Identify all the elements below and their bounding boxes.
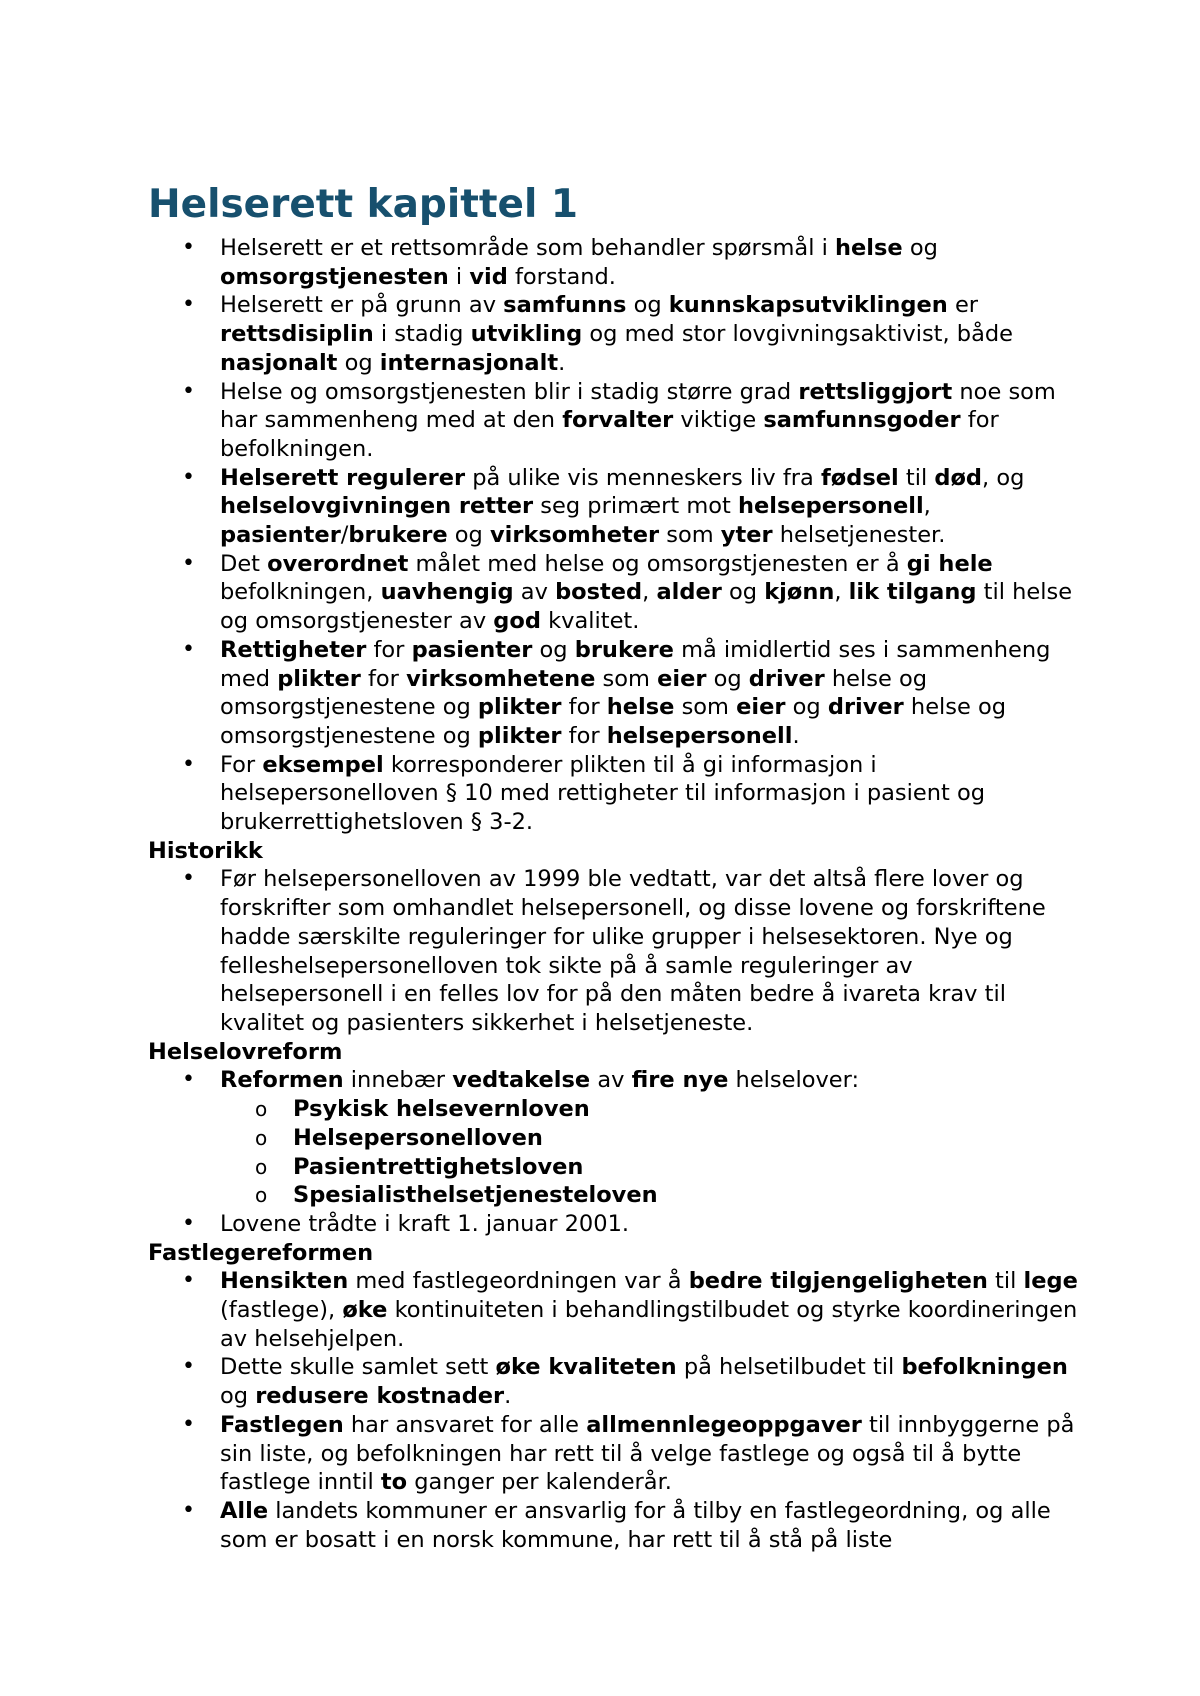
text-run: Lovene trådte i kraft 1. januar 2001. <box>220 1210 630 1237</box>
text-run: ganger per kalenderår. <box>407 1469 672 1496</box>
bold-text: Psykisk helsevernloven <box>293 1096 590 1123</box>
sub-list-item <box>148 1153 1078 1182</box>
text-run: og med stor lovgivningsaktivist, både <box>582 321 1021 348</box>
document-body <box>148 234 1085 1554</box>
text-run: Helserett er på grunn av <box>220 292 504 319</box>
bold-text: Pasientrettighetsloven <box>293 1153 584 1180</box>
sub-list-item <box>148 1095 1078 1124</box>
bullet-list <box>148 234 1078 837</box>
bold-text: lik tilgang <box>848 579 977 606</box>
text-run: og <box>706 665 749 692</box>
bold-text: utvikling <box>470 321 583 348</box>
text-run: Helse og omsorgstjenesten blir i stadig større grad <box>220 378 799 405</box>
bold-text: uavhengig <box>380 579 514 606</box>
text-run: og <box>902 235 946 261</box>
text-run: til helse og omsorgstjenester av <box>220 579 1080 635</box>
sub-list-item <box>148 1181 1078 1210</box>
text-run: til innbyggerne på sin liste, og befolkningen har rett til å velge fastlege og også til å bytte fastlege inntil <box>220 1411 1082 1496</box>
text-run: viktige <box>673 407 764 434</box>
text-run: landets kommuner er ansvarlig for å tilby en fastlegeordning, og alle som er bosatt i en norsk kommune, har rett til å stå på liste <box>220 1497 1058 1553</box>
text-run: i stadig <box>373 321 471 348</box>
text-run: Det <box>220 550 268 577</box>
document-page <box>148 180 1085 1554</box>
text-run: har ansvaret for alle <box>343 1411 587 1438</box>
text-run: kvalitet. <box>540 608 640 635</box>
list-item <box>148 1353 1078 1410</box>
text-run: helse og omsorgstjenestene og <box>220 694 1014 749</box>
text-run: befolkningen, <box>220 550 1000 606</box>
text-run: . <box>504 1383 512 1410</box>
bold-text: plikter <box>477 722 562 749</box>
bold-text: Reformen <box>220 1067 344 1094</box>
sub-list-item <box>148 1124 1078 1153</box>
bold-text: død <box>934 464 983 491</box>
section-heading: Helselovreform <box>148 1038 343 1065</box>
list-item <box>148 636 1078 751</box>
bold-text: virksomhetene <box>406 665 596 692</box>
list-item <box>148 751 1078 837</box>
text-run: Helserett er et rettsområde som behandler spørsmål i <box>220 235 836 261</box>
bold-text: omsorgstjenesten <box>220 263 449 290</box>
text-run: og <box>337 349 380 376</box>
bold-text: Fastlegen <box>220 1411 344 1438</box>
bold-text: lege <box>1023 1268 1078 1295</box>
text-run: og <box>447 522 490 549</box>
bold-text: driver <box>748 665 825 692</box>
page-title: Helserett kapittel 1 <box>148 182 579 227</box>
bold-text: kjønn <box>764 579 835 606</box>
text-run: , <box>642 579 657 606</box>
bold-text: pasienter <box>220 522 341 549</box>
text-run: . <box>792 722 800 749</box>
list-item <box>148 1066 1078 1095</box>
bold-text: Rettigheter <box>220 636 367 663</box>
bold-text: helsepersonell <box>606 722 793 749</box>
text-run: med fastlegeordningen var å <box>348 1268 689 1295</box>
bold-text: vid <box>469 263 508 290</box>
text-run: for <box>366 636 412 663</box>
list-item <box>148 1497 1078 1554</box>
bold-text: helse <box>835 235 903 261</box>
text-run: av <box>590 1067 632 1094</box>
bullet-list <box>148 1066 1078 1238</box>
text-run: , <box>834 579 849 606</box>
list-item <box>148 378 1078 464</box>
list-item <box>148 865 1078 1037</box>
text-run: og <box>626 292 669 319</box>
bold-text: Alle <box>220 1497 269 1524</box>
text-run: som <box>659 522 721 549</box>
bold-text: to <box>380 1469 408 1496</box>
bold-text: gi hele <box>906 550 993 577</box>
bold-text: vedtakelse <box>452 1067 591 1094</box>
bold-text: Spesialisthelsetjenesteloven <box>293 1182 658 1209</box>
bold-text: befolkningen <box>901 1354 1068 1381</box>
text-run: som <box>595 665 658 692</box>
text-run: for <box>561 722 607 749</box>
text-run: For <box>220 751 263 778</box>
bold-text: virksomheter <box>489 522 660 549</box>
bold-text: god <box>493 608 541 635</box>
section-heading: Historikk <box>148 837 263 864</box>
text-run: helselover: <box>728 1067 860 1094</box>
list-item <box>148 1210 1078 1239</box>
text-run: for <box>561 694 607 721</box>
text-run: forstand. <box>507 263 616 290</box>
bold-text: Hensikten <box>220 1268 349 1295</box>
bold-text: driver <box>827 694 904 721</box>
text-run: av <box>513 579 556 606</box>
text-run: og <box>532 636 575 663</box>
text-run: . <box>558 349 566 376</box>
bullet-list <box>148 1267 1085 1554</box>
text-run: for <box>360 665 407 692</box>
text-run: på ulike vis menneskers liv fra <box>465 464 821 491</box>
bold-text: rettsliggjort <box>798 378 953 405</box>
bold-text: helselovgivningen retter <box>220 493 534 520</box>
list-item <box>148 550 1078 636</box>
list-item <box>148 1267 1085 1353</box>
bold-text: øke <box>342 1297 388 1324</box>
bullet-list <box>148 865 1078 1037</box>
bold-text: redusere kostnader <box>255 1383 505 1410</box>
bold-text: Helserett regulerer <box>220 464 466 491</box>
text-run: , <box>923 493 938 520</box>
bold-text: allmennlegeoppgaver <box>586 1411 862 1438</box>
bold-text: kunnskapsutviklingen <box>668 292 948 319</box>
text-run: må imidlertid ses i sammenheng med <box>220 636 1058 692</box>
bold-text: rettsdisiplin <box>220 321 374 348</box>
bold-text: overordnet <box>267 550 409 577</box>
sub-list-container <box>148 1095 1078 1210</box>
bold-text: eksempel <box>262 751 384 778</box>
text-run: helsetjenester. <box>772 522 946 549</box>
bold-text: bedre tilgjengeligheten <box>688 1268 988 1295</box>
text-run: korresponderer plikten til å gi informasjon i helsepersonelloven § 10 med rettigheter til informasjon i pasient og brukerrettighetsloven § 3-2. <box>220 751 993 836</box>
bold-text: plikter <box>477 694 562 721</box>
text-run: , og <box>982 464 1032 491</box>
bold-text: fire nye <box>631 1067 729 1094</box>
bold-text: samfunnsgoder <box>763 407 961 434</box>
text-run: kontinuiteten i behandlingstilbudet og styrke koordineringen av helsehjelpen. <box>220 1297 1085 1352</box>
sub-bullet-list <box>148 1095 1078 1210</box>
bold-text: internasjonalt <box>379 349 559 376</box>
text-run: / <box>340 522 349 549</box>
bold-text: samfunns <box>503 292 627 319</box>
bold-text: alder <box>656 579 722 606</box>
text-run: i <box>448 263 470 290</box>
text-run: til <box>987 1268 1024 1295</box>
text-run: Før helsepersonelloven av 1999 ble vedtatt, var det altså flere lover og forskrifter som omhandlet helsepersonell, og disse lovene og forskriftene hadde særskilte reguleringer for ulike grupper i helsesektoren. Nye og felleshelsepersonelloven tok sikte på å samle reguleringer av helsepersonell i en felles lov for på den måten bedre å ivareta krav til kvalitet og pasienters sikkerhet i helsetjeneste. <box>220 866 1053 1036</box>
list-item <box>148 234 1078 291</box>
bold-text: Helsepersonelloven <box>293 1124 543 1151</box>
bold-text: forvalter <box>562 407 674 434</box>
bold-text: bosted <box>555 579 643 606</box>
bold-text: nasjonalt <box>220 349 338 376</box>
bold-text: eier <box>657 665 707 692</box>
text-run: er <box>947 292 986 319</box>
bold-text: yter <box>720 522 773 549</box>
bold-text: brukere <box>574 636 674 663</box>
text-run: som <box>674 694 737 721</box>
bold-text: øke kvaliteten <box>495 1354 677 1381</box>
text-run: og <box>220 1354 1076 1410</box>
bold-text: eier <box>736 694 786 721</box>
list-item <box>148 1411 1082 1497</box>
text-run: noe som har sammenheng med at den <box>220 378 1064 434</box>
text-run: for befolkningen. <box>220 407 1006 462</box>
bold-text: pasienter <box>411 636 533 663</box>
bold-text: brukere <box>348 522 448 549</box>
text-run: seg primært mot <box>533 493 738 520</box>
text-run: målet med helse og omsorgstjenesten er å <box>408 550 907 577</box>
text-run: og <box>785 694 828 721</box>
list-item <box>148 291 1078 377</box>
bold-text: plikter <box>277 665 361 692</box>
bold-text: helse <box>606 694 675 721</box>
text-run: innebær <box>343 1067 453 1094</box>
bold-text: helsepersonell <box>738 493 924 520</box>
bold-text: fødsel <box>821 464 899 491</box>
text-run: til <box>898 464 935 491</box>
list-item <box>148 464 1078 550</box>
text-run: helse og omsorgstjenestene og <box>220 665 935 721</box>
text-run: og <box>721 579 765 606</box>
text-run: (fastlege), <box>220 1268 1085 1324</box>
text-run: Dette skulle samlet sett <box>220 1354 496 1381</box>
text-run: på helsetilbudet til <box>676 1354 902 1381</box>
section-heading: Fastlegereformen <box>148 1239 374 1266</box>
